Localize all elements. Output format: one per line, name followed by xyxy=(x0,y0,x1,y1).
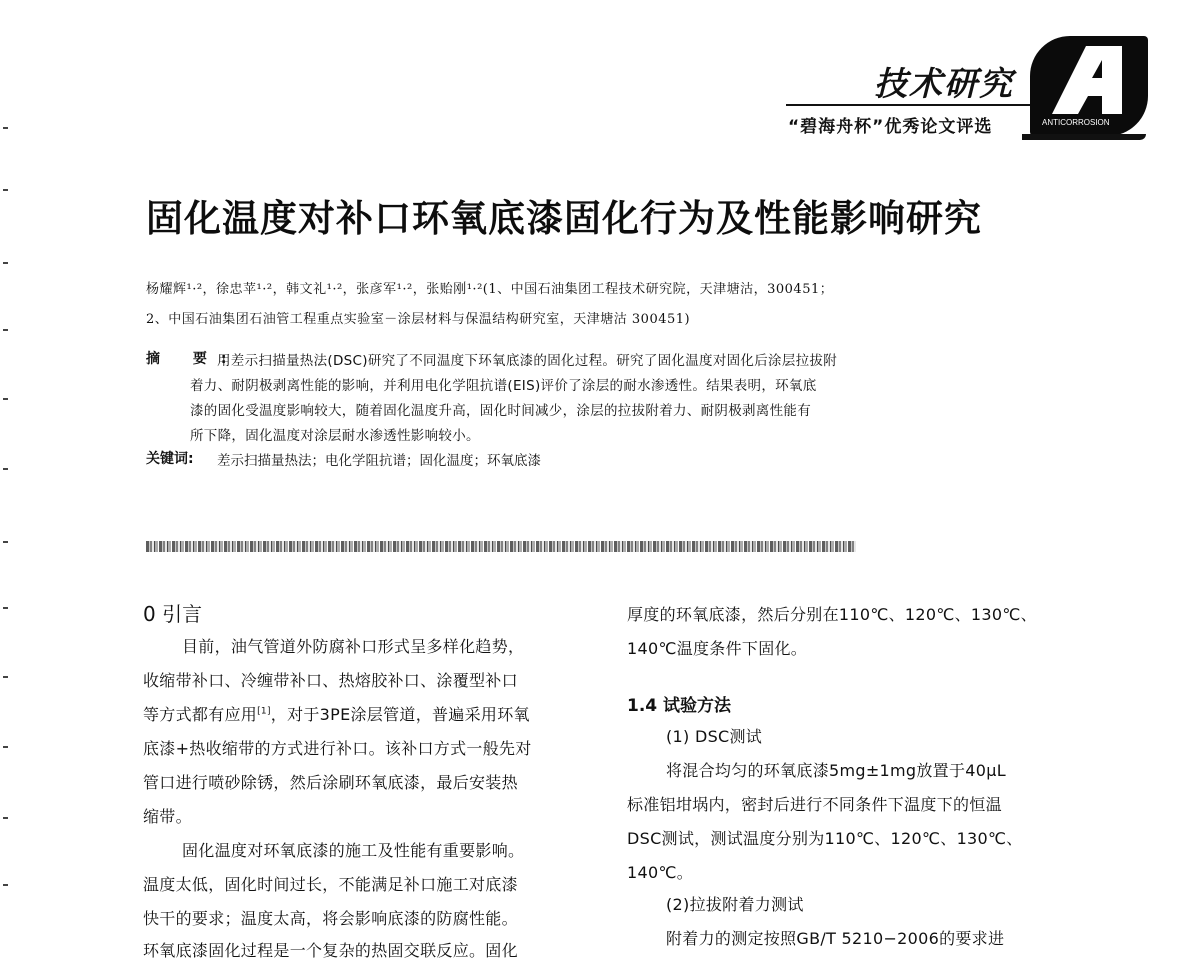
body-line: 140℃温度条件下固化。 xyxy=(627,639,808,658)
garbled-scan-line xyxy=(146,541,856,552)
abstract-line: 用差示扫描量热法(DSC)研究了不同温度下环氧底漆的固化过程。研究了固化温度对固化后涂层拉拔附 xyxy=(217,353,838,369)
body-line: 目前，油气管道外防腐补口形式呈多样化趋势， xyxy=(182,637,525,656)
margin-mark xyxy=(3,398,8,400)
body-line: 收缩带补口、冷缠带补口、热熔胶补口、涂覆型补口 xyxy=(143,671,518,690)
body-line: (2)拉拔附着力测试 xyxy=(666,895,804,914)
body-line: 缩带。 xyxy=(143,807,192,826)
keywords-text: 差示扫描量热法；电化学阻抗谱；固化温度；环氧底漆 xyxy=(217,453,541,469)
margin-mark xyxy=(3,541,8,543)
body-line: 环氧底漆固化过程是一个复杂的热固交联反应。固化 xyxy=(143,941,518,960)
abstract-label: 摘 要: xyxy=(146,351,241,367)
subsection-heading-test-methods: 1.4 试验方法 xyxy=(627,696,732,716)
body-line: 快干的要求；温度太高，将会影响底漆的防腐性能。 xyxy=(143,909,518,928)
header-rule xyxy=(786,104,1030,106)
margin-mark xyxy=(3,189,8,191)
body-text: ，对于3PE涂层管道，普遍采用环氧 xyxy=(270,705,530,724)
margin-mark xyxy=(3,884,8,886)
logo-underline xyxy=(1022,134,1146,140)
body-line: 底漆+热收缩带的方式进行补口。该补口方式一般先对 xyxy=(143,739,532,758)
section-heading-introduction: 0 引言 xyxy=(143,602,203,626)
abstract-line: 所下降，固化温度对涂层耐水渗透性影响较小。 xyxy=(190,428,480,444)
abstract-line: 漆的固化受温度影响较大，随着固化温度升高，固化时间减少，涂层的拉拔附着力、耐阴极剥离性能有 xyxy=(190,403,811,419)
margin-mark xyxy=(3,262,8,264)
author-affiliation-line: 杨耀辉¹·²，徐忠苹¹·²，韩文礼¹·²，张彦军¹·²，张贻刚¹·²(1、中国石油集团工程技术研究院，天津塘沽，300451； xyxy=(146,282,834,297)
body-line xyxy=(143,702,530,725)
article-title: 固化温度对补口环氧底漆固化行为及性能影响研究 xyxy=(146,197,982,240)
body-line: 将混合均匀的环氧底漆5mg±1mg放置于40μL xyxy=(666,761,1006,780)
keywords-label: 关键词: xyxy=(146,451,194,467)
body-text: 等方式都有应用 xyxy=(143,705,258,724)
body-line: DSC测试，测试温度分别为110℃、120℃、130℃、 xyxy=(627,829,1023,848)
body-line: (1) DSC测试 xyxy=(666,727,763,746)
margin-mark xyxy=(3,607,8,609)
body-line: 厚度的环氧底漆，然后分别在110℃、120℃、130℃、 xyxy=(627,605,1037,624)
margin-mark xyxy=(3,329,8,331)
margin-mark xyxy=(3,468,8,470)
journal-section-title: 技术研究 xyxy=(874,64,1014,103)
body-line: 附着力的测定按照GB/T 5210−2006的要求进 xyxy=(666,929,1005,948)
body-line: 标准铝坩埚内，密封后进行不同条件下温度下的恒温 xyxy=(627,795,1002,814)
award-subtitle: “碧海舟杯”优秀论文评选 xyxy=(788,117,993,137)
logo-text: ANTICORROSION xyxy=(1042,118,1110,127)
citation-ref[interactable]: [1] xyxy=(257,706,271,717)
body-line: 固化温度对环氧底漆的施工及性能有重要影响。 xyxy=(182,841,525,860)
body-line: 140℃。 xyxy=(627,863,694,882)
anticorrosion-logo xyxy=(1030,36,1148,136)
margin-mark xyxy=(3,676,8,678)
abstract-line: 着力、耐阴极剥离性能的影响，并利用电化学阻抗谱(EIS)评价了涂层的耐水渗透性。结果表明，环氧底 xyxy=(190,378,817,394)
margin-mark xyxy=(3,127,8,129)
author-affiliation-line: 2、中国石油集团石油管工程重点实验室－涂层材料与保温结构研究室，天津塘沽 300451) xyxy=(146,312,691,327)
margin-mark xyxy=(3,746,8,748)
margin-mark xyxy=(3,817,8,819)
body-line: 管口进行喷砂除锈，然后涂刷环氧底漆，最后安装热 xyxy=(143,773,518,792)
body-line: 温度太低，固化时间过长，不能满足补口施工对底漆 xyxy=(143,875,518,894)
